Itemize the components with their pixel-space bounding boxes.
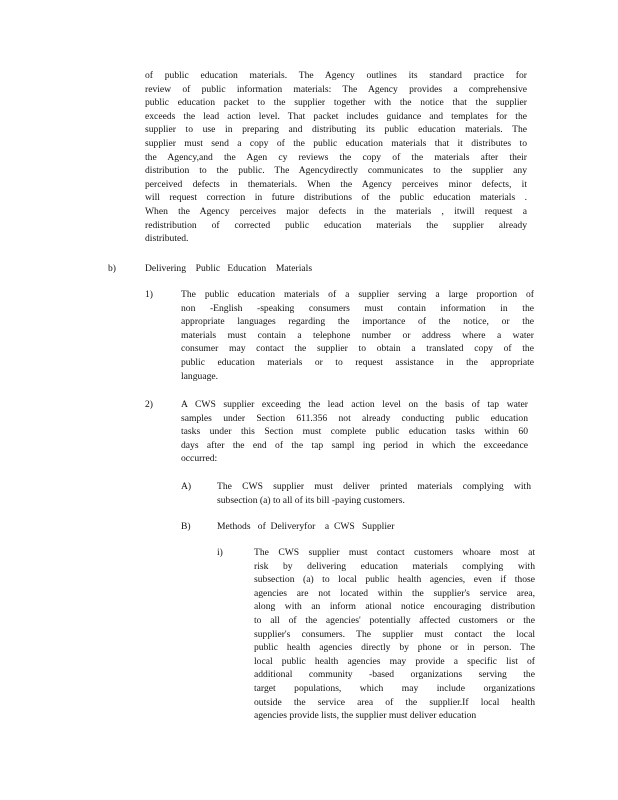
item-2-line: days after the end of the tap sampl ing period in which the exceedance [181, 439, 528, 451]
intro-paragraph-line: will request correction in future distributions of the public education materials . [145, 192, 527, 204]
item-i-line: to all of the agencies' potentially affected customers or the [254, 614, 535, 626]
item-i-line: agencies provide lists, the supplier must deliver education [254, 710, 477, 722]
intro-paragraph-line: of public education materials. The Agency outlines its standard practice for [145, 70, 527, 81]
item-A-label: A) [181, 481, 192, 492]
section-b-heading: Delivering Public Education Materials [145, 263, 313, 274]
item-2-line: samples under Section 611.356 not already conducting public education [181, 412, 528, 424]
item-i-line: additional community -based organizations serving the [254, 669, 535, 681]
item-B-heading: Methods of Deliveryfor a CWS Supplier [217, 521, 395, 532]
item-A-line: subsection (a) to all of its bill -paying customers. [217, 494, 405, 506]
item-1-line: The public education materials of a supplier serving a large proportion of [181, 289, 534, 300]
intro-paragraph-line: perceived defects in thematerials. When the Agency perceives minor defects, it [145, 178, 527, 190]
intro-paragraph-line: distributed. [145, 233, 189, 245]
intro-paragraph-line: exceeds the lead action level. That packet includes guidance and templates for the [145, 110, 527, 122]
item-2-paragraph [181, 398, 528, 466]
item-i-paragraph [254, 546, 535, 723]
item-1-paragraph [181, 288, 534, 383]
item-1-label: 1) [145, 289, 153, 300]
intro-paragraph-line: public education packet to the supplier together with the notice that the supplier [145, 97, 527, 109]
item-1-line: materials must contain a telephone number or address where a water [181, 329, 534, 341]
intro-paragraph-line: distribution to the public. The Agencydirectly communicates to the supplier any [145, 165, 527, 177]
item-i-line: supplier's consumers. The supplier must contact the local [254, 628, 535, 640]
intro-paragraph-line: When the Agency perceives major defects in the materials , itwill request a [145, 205, 527, 217]
item-i-line: outside the service area of the supplier.If local health [254, 696, 535, 708]
item-B-label: B) [181, 521, 191, 532]
intro-paragraph-line: supplier must send a copy of the public education materials that it distributes to [145, 137, 527, 149]
item-i-line: public health agencies directly by phone or in person. The [254, 642, 535, 654]
item-2-line: tasks under this Section must complete public education tasks within 60 [181, 426, 528, 438]
item-1-line: appropriate languages regarding the importance of the notice, or the [181, 316, 534, 328]
item-2-line: A CWS supplier exceeding the lead action level on the basis of tap water [181, 399, 528, 410]
item-i-line: target populations, which may include organizations [254, 682, 535, 694]
item-2-line: occurred: [181, 453, 218, 465]
item-i-label: i) [217, 547, 223, 558]
intro-paragraph-line: the Agency,and the Agen cy reviews the copy of the materials after their [145, 151, 527, 163]
section-b-label: b) [108, 263, 116, 274]
item-1-line: non -English -speaking consumers must contain information in the [181, 302, 534, 314]
item-i-line: along with an inform ational notice encouraging distribution [254, 601, 535, 613]
intro-paragraph [145, 69, 527, 246]
item-2-label: 2) [145, 399, 153, 410]
intro-paragraph-line: supplier to use in preparing and distributing its public education materials. The [145, 124, 527, 136]
item-i-line: subsection (a) to local public health agencies, even if those [254, 574, 535, 586]
item-1-line: consumer may contact the supplier to obtain a translated copy of the [181, 343, 534, 355]
item-1-line: public education materials or to request assistance in the appropriate [181, 356, 534, 368]
intro-paragraph-line: review of public information materials: The Agency provides a comprehensive [145, 83, 527, 95]
item-1-line: language. [181, 370, 219, 382]
item-i-line: agencies are not located within the supplier's service area, [254, 587, 535, 599]
item-i-line: local public health agencies may provide a specific list of [254, 655, 535, 667]
item-i-line: The CWS supplier must contact customers whoare most at [254, 547, 535, 558]
item-A-line: The CWS supplier must deliver printed materials complying with [217, 481, 531, 492]
item-A-paragraph [217, 480, 531, 507]
item-i-line: risk by delivering education materials complying with [254, 560, 535, 572]
intro-paragraph-line: redistribution of corrected public education materials the supplier already [145, 219, 527, 231]
